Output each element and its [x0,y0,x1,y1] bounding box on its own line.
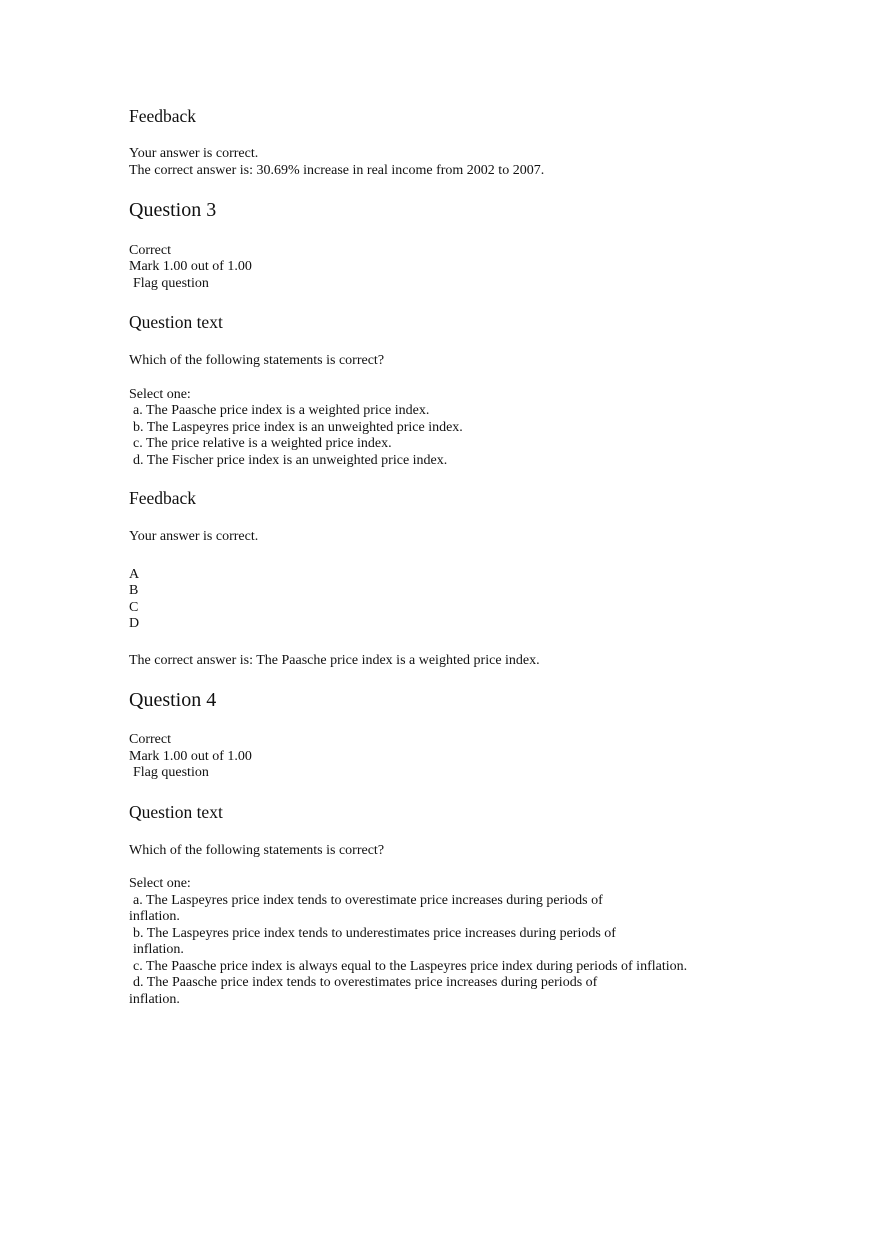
feedback-heading: Feedback [129,488,197,508]
flag-question-link[interactable]: Flag question [133,765,209,780]
question-text-heading: Question text [129,312,223,332]
question-state: Correct [129,732,171,747]
option-a[interactable]: a. The Paasche price index is a weighted price index. [133,403,430,418]
option-d-continuation[interactable]: inflation. [129,992,180,1007]
letter-b: B [129,583,139,598]
question-prompt: Which of the following statements is correct? [129,843,385,858]
letter-a: A [129,567,140,582]
select-one-label: Select one: [129,876,191,891]
question-3-title: Question 3 [129,199,217,221]
letter-c: C [129,600,139,615]
feedback-heading: Feedback [129,106,197,126]
feedback-status: Your answer is correct. [129,146,259,161]
option-a[interactable]: a. The Laspeyres price index tends to overestimate price increases during periods of [133,893,603,908]
correct-answer: The correct answer is: 30.69% increase in real income from 2002 to 2007. [129,163,545,178]
flag-question-link[interactable]: Flag question [133,276,209,291]
option-d[interactable]: d. The Paasche price index tends to overestimates price increases during periods of [133,975,598,990]
correct-answer: The correct answer is: The Paasche price index is a weighted price index. [129,653,540,668]
select-one-label: Select one: [129,387,191,402]
question-prompt: Which of the following statements is correct? [129,353,385,368]
question-mark: Mark 1.00 out of 1.00 [129,259,252,274]
feedback-status: Your answer is correct. [129,529,259,544]
option-b[interactable]: b. The Laspeyres price index tends to underestimates price increases during periods of [133,926,616,941]
option-b-continuation[interactable]: inflation. [133,942,184,957]
question-state: Correct [129,243,171,258]
option-a-continuation[interactable]: inflation. [129,909,180,924]
option-c[interactable]: c. The Paasche price index is always equal to the Laspeyres price index during periods of inflation. [133,959,688,974]
question-4-title: Question 4 [129,689,217,711]
option-c[interactable]: c. The price relative is a weighted price index. [133,436,392,451]
question-text-heading: Question text [129,802,223,822]
question-mark: Mark 1.00 out of 1.00 [129,749,252,764]
option-b[interactable]: b. The Laspeyres price index is an unweighted price index. [133,420,463,435]
letter-d: D [129,616,140,631]
option-d[interactable]: d. The Fischer price index is an unweighted price index. [133,453,448,468]
